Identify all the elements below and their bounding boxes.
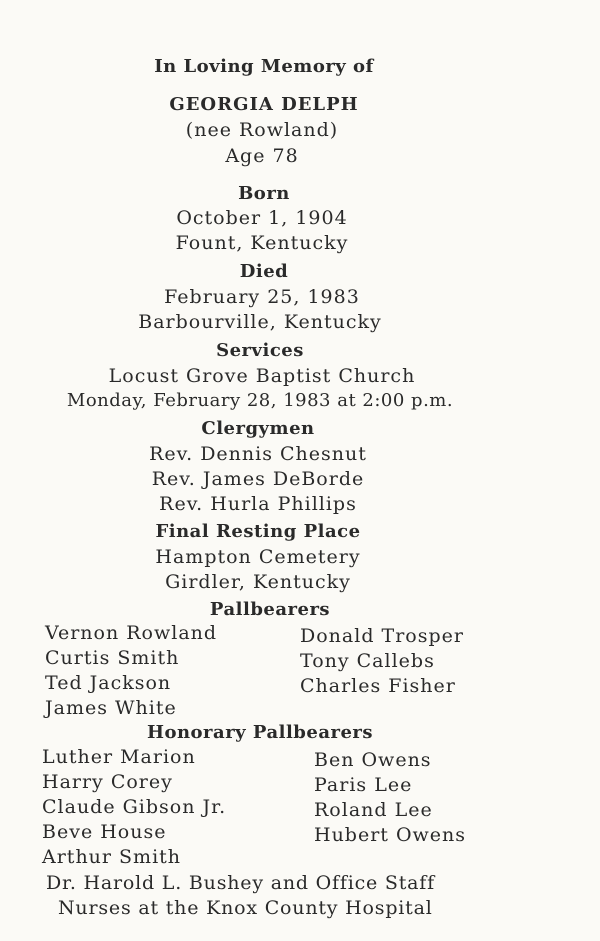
pallbearers-heading: Pallbearers	[209, 599, 331, 620]
maiden-name: (nee Rowland)	[185, 119, 339, 141]
pallbearers-right	[300, 624, 464, 699]
pallbearers-left	[45, 621, 217, 721]
clergyman-3: Rev. Hurla Phillips	[159, 493, 357, 515]
honorary-pallbearer: Arthur Smith	[42, 846, 182, 868]
honorary-heading: Honorary Pallbearers	[146, 722, 374, 743]
card-title: In Loving Memory of	[154, 56, 374, 77]
honorary-pallbearer: Hubert Owens	[314, 824, 467, 846]
pallbearer: Donald Trosper	[300, 625, 464, 647]
died-heading: Died	[239, 261, 289, 282]
honorary-right	[314, 748, 466, 848]
pallbearer: Vernon Rowland	[45, 622, 218, 644]
honorary-left	[42, 745, 226, 870]
resting-heading: Final Resting Place	[155, 521, 361, 542]
clergyman-1: Rev. Dennis Chesnut	[149, 443, 367, 465]
born-place: Fount, Kentucky	[175, 232, 349, 254]
footer-line-2: Nurses at the Knox County Hospital	[58, 897, 433, 919]
born-heading: Born	[238, 183, 290, 204]
pallbearer: Ted Jackson	[45, 672, 172, 694]
honorary-pallbearer: Ben Owens	[314, 749, 432, 771]
honorary-pallbearer: Paris Lee	[314, 774, 413, 796]
services-heading: Services	[216, 340, 304, 361]
age: Age 78	[225, 145, 299, 167]
died-date: February 25, 1983	[164, 286, 360, 308]
pallbearer: James White	[45, 697, 177, 719]
honorary-pallbearer: Harry Corey	[42, 771, 173, 793]
clergyman-2: Rev. James DeBorde	[151, 468, 365, 490]
resting-place: Hampton Cemetery	[155, 546, 361, 568]
honorary-pallbearer: Luther Marion	[42, 746, 196, 768]
clergymen-heading: Clergymen	[201, 418, 315, 439]
honorary-pallbearer: Beve House	[42, 821, 167, 843]
honorary-pallbearer: Roland Lee	[314, 799, 433, 821]
honorary-pallbearer: Claude Gibson Jr.	[42, 796, 227, 818]
footer-line-1: Dr. Harold L. Bushey and Office Staff	[46, 872, 435, 894]
services-place: Locust Grove Baptist Church	[108, 365, 416, 387]
died-place: Barbourville, Kentucky	[138, 311, 382, 333]
pallbearer: Tony Callebs	[300, 650, 435, 672]
pallbearer: Curtis Smith	[45, 647, 180, 669]
pallbearer: Charles Fisher	[300, 675, 456, 697]
resting-town: Girdler, Kentucky	[165, 571, 351, 593]
services-time: Monday, February 28, 1983 at 2:00 p.m.	[66, 390, 454, 411]
deceased-name: GEORGIA DELPH	[169, 94, 359, 115]
born-date: October 1, 1904	[176, 207, 348, 229]
